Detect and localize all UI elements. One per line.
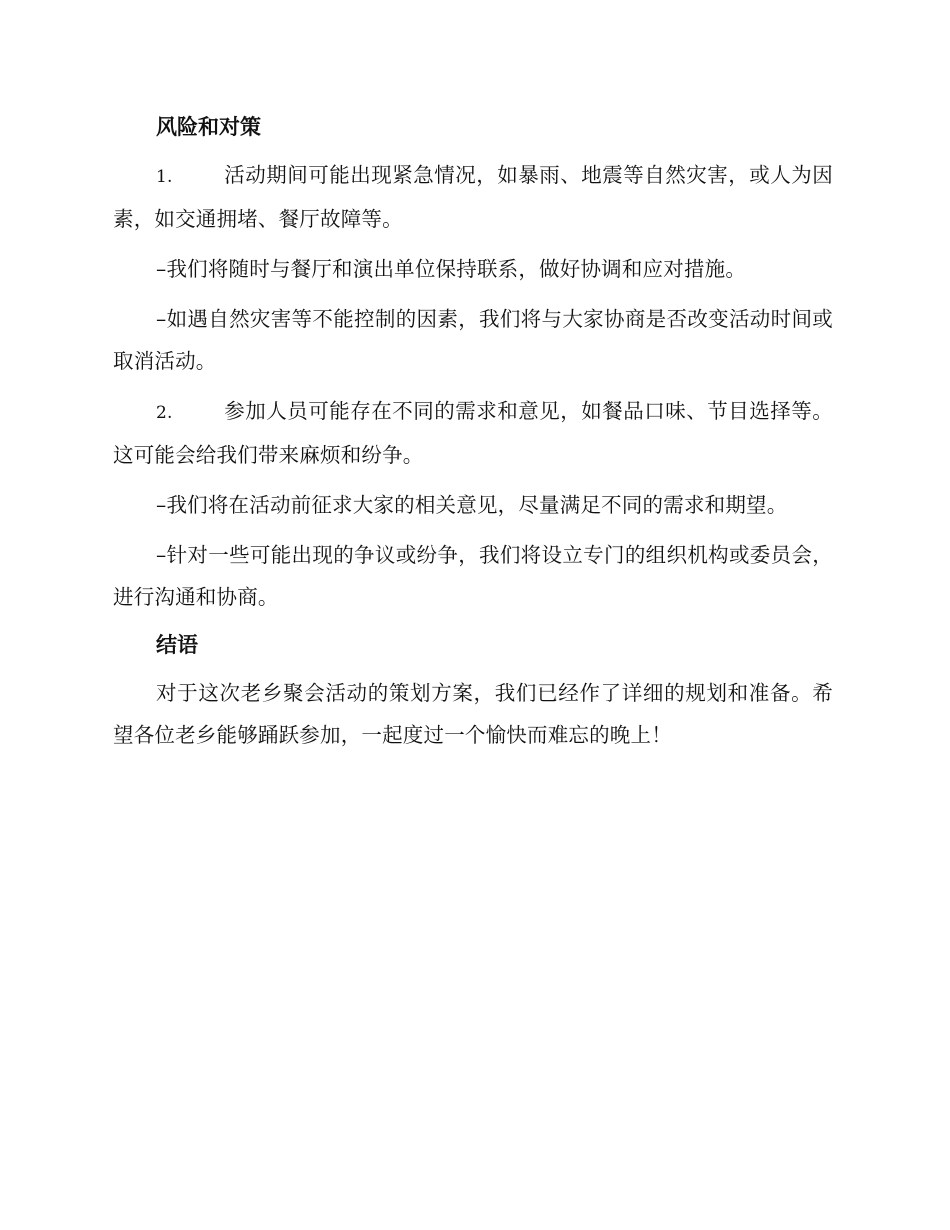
countermeasure-2b: –针对一些可能出现的争议或纷争，我们将设立专门的组织机构或委员会，进行沟通和协商。 bbox=[113, 543, 833, 609]
paragraph-text: 参加人员可能存在不同的需求和意见，如餐品口味、节目选择等。这可能会给我们带来麻烦和纷争。 bbox=[113, 399, 833, 467]
risk-item-1 bbox=[113, 154, 833, 240]
conclusion-paragraph: 对于这次老乡聚会活动的策划方案，我们已经作了详细的规划和准备。希望各位老乡能够踊跃参加，一起度过一个愉快而难忘的晚上！ bbox=[113, 681, 833, 747]
countermeasure-1b: –如遇自然灾害等不能控制的因素，我们将与大家协商是否改变活动时间或取消活动。 bbox=[113, 307, 833, 373]
list-number: 1. bbox=[156, 167, 173, 187]
risk-item-2 bbox=[113, 390, 833, 476]
section-heading-conclusion: 结语 bbox=[156, 632, 198, 657]
countermeasure-1a: –我们将随时与餐厅和演出单位保持联系，做好协调和应对措施。 bbox=[156, 257, 747, 281]
section-heading-risks: 风险和对策 bbox=[156, 114, 261, 139]
countermeasure-2a: –我们将在活动前征求大家的相关意见，尽量满足不同的需求和期望。 bbox=[156, 493, 788, 517]
list-number: 2. bbox=[156, 403, 173, 423]
document-body bbox=[113, 108, 833, 764]
paragraph-text: 活动期间可能出现紧急情况，如暴雨、地震等自然灾害，或人为因素，如交通拥堵、餐厅故障等。 bbox=[113, 163, 833, 231]
